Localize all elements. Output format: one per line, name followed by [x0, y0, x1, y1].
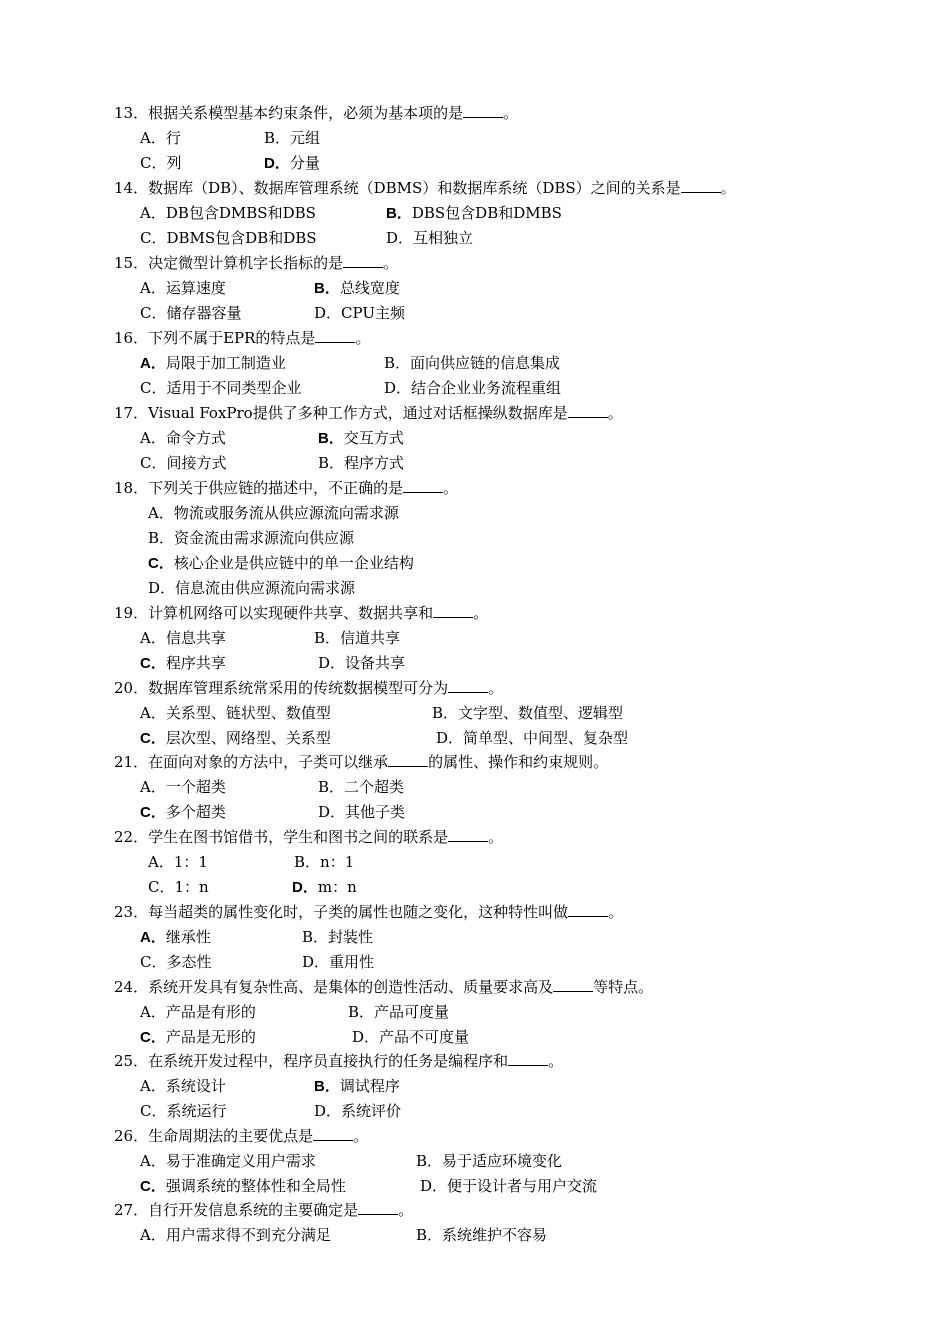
option-text: 便于设计者与用户交流 [447, 1177, 598, 1195]
option-letter: D． [148, 579, 176, 597]
option-letter: C． [140, 953, 167, 971]
question-text-tail: 。 [488, 828, 504, 846]
question-text: 16．下列不属于EPR的特点是 [114, 329, 316, 347]
option-letter: A． [140, 1226, 166, 1244]
question-text-tail: 。 [383, 254, 399, 272]
option-text: 信道共享 [340, 629, 401, 647]
option-q26-2 [140, 1176, 346, 1197]
option-text: 层次型、网络型、关系型 [165, 729, 331, 747]
question-stem-q14 [114, 178, 736, 198]
question-stem-q15 [114, 253, 398, 273]
question-stem-q27 [114, 1200, 413, 1220]
option-q22-2 [148, 877, 209, 897]
question-text-tail: 。 [488, 679, 504, 697]
option-q13-0 [140, 128, 181, 148]
option-q15-3 [314, 303, 405, 323]
option-text: 产品可度量 [374, 1003, 450, 1021]
option-q21-1 [318, 777, 404, 797]
question-text: 15．决定微型计算机字长指标的是 [114, 254, 344, 272]
option-text: 产品不可度量 [379, 1028, 470, 1046]
option-q25-0 [140, 1076, 226, 1096]
option-text: 程序共享 [165, 654, 226, 672]
question-text-tail: 。 [548, 1052, 564, 1070]
option-q22-1 [294, 852, 354, 872]
option-letter: C． [148, 878, 175, 896]
option-letter: D． [420, 1177, 448, 1195]
question-text: 17．Visual FoxPro提供了多种工作方式，通过对话框操纵数据库是 [114, 404, 568, 422]
option-letter: B． [318, 430, 344, 447]
option-letter: A． [140, 704, 166, 722]
option-q16-2 [140, 378, 302, 398]
question-text: 19．计算机网络可以实现硬件共享、数据共享和 [114, 604, 434, 622]
option-text: 强调系统的整体性和全局性 [165, 1177, 346, 1195]
question-stem-q26 [114, 1126, 368, 1146]
option-letter: A． [140, 1003, 166, 1021]
option-letter: A． [140, 929, 166, 946]
option-letter: B． [348, 1003, 375, 1021]
question-text-tail: 。 [443, 479, 459, 497]
option-letter: D． [302, 953, 330, 971]
answer-blank [388, 752, 428, 767]
option-letter: C． [140, 1102, 167, 1120]
option-letter: C． [140, 655, 166, 672]
option-text: 命令方式 [165, 429, 226, 447]
option-letter: D． [386, 229, 414, 247]
option-q18-1 [148, 528, 354, 548]
answer-blank [315, 328, 355, 343]
option-letter: C． [140, 804, 166, 821]
option-q17-1 [318, 428, 404, 449]
question-text-tail: 。 [607, 404, 623, 422]
option-letter: A． [148, 504, 174, 522]
option-letter: B． [318, 454, 345, 472]
option-text: 1：n [174, 878, 209, 896]
question-text: 27．自行开发信息系统的主要确定是 [114, 1201, 359, 1219]
option-letter: B． [148, 529, 175, 547]
option-text: 1：1 [173, 853, 208, 871]
option-text: 关系型、链状型、数值型 [165, 704, 331, 722]
option-q17-0 [140, 428, 226, 448]
option-letter: B． [318, 778, 345, 796]
option-letter: C． [140, 730, 166, 747]
option-letter: D． [318, 654, 346, 672]
option-q17-3 [318, 453, 404, 473]
option-q18-3 [148, 578, 355, 598]
option-letter: D． [318, 803, 346, 821]
option-q15-1 [314, 278, 400, 299]
option-letter: D． [292, 879, 318, 896]
option-text: 储存器容量 [166, 304, 242, 322]
question-stem-q25 [114, 1051, 563, 1071]
option-text: 其他子类 [345, 803, 406, 821]
option-letter: A． [140, 355, 166, 372]
option-text: 信息共享 [165, 629, 226, 647]
option-text: 分量 [289, 154, 320, 172]
option-letter: B． [314, 1078, 340, 1095]
question-text: 24．系统开发具有复杂性高、是集体的创造性活动、质量要求高及 [114, 978, 554, 996]
answer-blank [448, 678, 488, 693]
option-q18-0 [148, 503, 399, 523]
option-text: 调试程序 [339, 1077, 400, 1095]
question-text: 13．根据关系模型基本约束条件，必须为基本项的是 [114, 104, 464, 122]
option-q19-2 [140, 653, 226, 674]
option-letter: A． [140, 429, 166, 447]
option-q23-0 [140, 927, 211, 948]
option-letter: B． [416, 1152, 443, 1170]
question-stem-q17 [114, 403, 623, 423]
answer-blank [358, 1200, 398, 1215]
question-text: 21．在面向对象的方法中，子类可以继承 [114, 753, 389, 771]
question-text-tail: 。 [473, 604, 489, 622]
option-text: 资金流由需求源流向供应源 [174, 529, 355, 547]
question-stem-q20 [114, 678, 503, 698]
option-q25-3 [314, 1101, 401, 1121]
option-text: CPU主频 [341, 304, 405, 322]
answer-blank [681, 178, 721, 193]
question-text-tail: 等特点。 [593, 978, 654, 996]
option-text: 元组 [290, 129, 321, 147]
option-letter: B． [384, 354, 411, 372]
option-letter: A． [140, 1077, 166, 1095]
option-letter: D． [264, 155, 290, 172]
option-text: 产品是有形的 [165, 1003, 256, 1021]
answer-blank [553, 977, 593, 992]
option-letter: D． [314, 1102, 342, 1120]
question-text-tail: 。 [398, 1201, 414, 1219]
option-letter: C． [140, 1178, 166, 1195]
option-text: 系统设计 [165, 1077, 226, 1095]
option-letter: B． [416, 1226, 443, 1244]
question-stem-q16 [114, 328, 370, 348]
option-q14-3 [386, 228, 473, 248]
option-q14-1 [386, 203, 562, 224]
option-text: 用户需求得不到充分满足 [165, 1226, 331, 1244]
option-text: n：1 [320, 853, 355, 871]
option-text: 简单型、中间型、复杂型 [463, 729, 629, 747]
option-letter: A． [140, 129, 166, 147]
option-q19-1 [314, 628, 400, 648]
option-q13-3 [264, 153, 320, 174]
question-stem-q23 [114, 902, 623, 922]
option-text: 二个超类 [344, 778, 405, 796]
question-text-tail: 的属性、操作和约束规则。 [428, 753, 609, 771]
option-letter: B． [432, 704, 459, 722]
option-text: 结合企业业务流程重组 [411, 379, 562, 397]
option-letter: B． [386, 205, 412, 222]
question-text-tail: 。 [353, 1127, 369, 1145]
option-letter: A． [140, 1152, 166, 1170]
option-text: 行 [165, 129, 181, 147]
option-letter: D． [436, 729, 464, 747]
option-letter: D． [314, 304, 342, 322]
option-text: 总线宽度 [339, 279, 400, 297]
option-q20-1 [432, 703, 623, 723]
question-text: 23．每当超类的属性变化时，子类的属性也随之变化，这种特性叫做 [114, 903, 569, 921]
option-q23-1 [302, 927, 373, 947]
option-text: 局限于加工制造业 [165, 354, 286, 372]
question-text-tail: 。 [608, 903, 624, 921]
option-text: 面向供应链的信息集成 [410, 354, 561, 372]
answer-blank [433, 603, 473, 618]
option-letter: B． [314, 629, 341, 647]
option-q16-1 [384, 353, 560, 373]
answer-blank [508, 1051, 548, 1066]
question-text: 20．数据库管理系统常采用的传统数据模型可分为 [114, 679, 449, 697]
option-q24-3 [352, 1027, 469, 1047]
question-stem-q22 [114, 827, 503, 847]
option-q22-3 [292, 877, 357, 898]
option-text: 系统维护不容易 [442, 1226, 548, 1244]
question-text-tail: 。 [355, 329, 371, 347]
answer-blank [313, 1126, 353, 1141]
option-q16-0 [140, 353, 286, 374]
question-text: 22．学生在图书馆借书，学生和图书之间的联系是 [114, 828, 449, 846]
option-text: DBS包含DB和DMBS [411, 204, 562, 222]
question-text: 26．生命周期法的主要优点是 [114, 1127, 314, 1145]
question-stem-q13 [114, 103, 518, 123]
option-q14-0 [140, 203, 316, 223]
option-q23-2 [140, 952, 212, 972]
option-text: 多态性 [166, 953, 212, 971]
option-q23-3 [302, 952, 374, 972]
question-text-tail: 。 [503, 104, 519, 122]
option-text: 易于准确定义用户需求 [165, 1152, 316, 1170]
option-letter: B． [294, 853, 321, 871]
option-q16-3 [384, 378, 561, 398]
question-text: 14．数据库（DB）、数据库管理系统（DBMS）和数据库系统（DBS）之间的关系是 [114, 179, 681, 197]
answer-blank [463, 103, 503, 118]
option-q20-3 [436, 728, 628, 748]
option-q14-2 [140, 228, 317, 248]
option-text: 系统评价 [341, 1102, 402, 1120]
answer-blank [568, 902, 608, 917]
option-q24-0 [140, 1002, 256, 1022]
option-text: 物流或服务流从供应源流向需求源 [173, 504, 399, 522]
option-text: 列 [166, 154, 182, 172]
option-q19-0 [140, 628, 226, 648]
option-q24-2 [140, 1027, 256, 1048]
question-text: 18．下列关于供应链的描述中，不正确的是 [114, 479, 404, 497]
option-text: 信息流由供应源流向需求源 [175, 579, 356, 597]
option-text: 设备共享 [345, 654, 406, 672]
option-q26-0 [140, 1151, 316, 1171]
question-text: 25．在系统开发过程中，程序员直接执行的任务是编程序和 [114, 1052, 509, 1070]
option-q21-0 [140, 777, 226, 797]
option-q25-2 [140, 1101, 227, 1121]
option-q22-0 [148, 852, 208, 872]
option-letter: C． [140, 1029, 166, 1046]
option-letter: C． [140, 304, 167, 322]
option-text: DBMS包含DB和DBS [166, 229, 317, 247]
option-text: m：n [317, 878, 357, 896]
option-text: 核心企业是供应链中的单一企业结构 [173, 554, 414, 572]
option-q17-2 [140, 453, 227, 473]
option-letter: C． [148, 555, 174, 572]
option-text: 多个超类 [165, 803, 226, 821]
option-letter: C． [140, 154, 167, 172]
option-letter: A． [140, 279, 166, 297]
option-text: 适用于不同类型企业 [166, 379, 302, 397]
option-letter: C． [140, 229, 167, 247]
answer-blank [568, 403, 608, 418]
option-q20-0 [140, 703, 331, 723]
option-letter: C． [140, 454, 167, 472]
option-q21-2 [140, 802, 226, 823]
option-text: 封装性 [328, 928, 374, 946]
option-q20-2 [140, 728, 331, 749]
option-q13-1 [264, 128, 320, 148]
option-letter: B． [264, 129, 291, 147]
option-letter: A． [140, 778, 166, 796]
option-q27-1 [416, 1225, 547, 1245]
option-letter: A． [140, 204, 166, 222]
option-letter: B． [302, 928, 329, 946]
option-text: 一个超类 [165, 778, 226, 796]
option-text: 程序方式 [344, 454, 405, 472]
option-text: 易于适应环境变化 [442, 1152, 563, 1170]
option-text: 系统运行 [166, 1102, 227, 1120]
option-q25-1 [314, 1076, 400, 1097]
option-letter: B． [314, 280, 340, 297]
option-text: 运算速度 [165, 279, 226, 297]
option-text: 交互方式 [343, 429, 404, 447]
question-stem-q24 [114, 977, 653, 997]
option-q21-3 [318, 802, 405, 822]
option-q26-3 [420, 1176, 597, 1196]
option-text: 继承性 [165, 928, 211, 946]
option-text: 重用性 [329, 953, 375, 971]
option-q13-2 [140, 153, 182, 173]
question-stem-q18 [114, 478, 458, 498]
answer-blank [403, 478, 443, 493]
option-text: 文字型、数值型、逻辑型 [458, 704, 624, 722]
option-q15-2 [140, 303, 242, 323]
option-text: 互相独立 [413, 229, 474, 247]
question-stem-q19 [114, 603, 488, 623]
option-q26-1 [416, 1151, 562, 1171]
option-letter: A． [140, 629, 166, 647]
option-letter: C． [140, 379, 167, 397]
option-q15-0 [140, 278, 226, 298]
option-letter: D． [384, 379, 412, 397]
option-q24-1 [348, 1002, 449, 1022]
option-q19-3 [318, 653, 405, 673]
question-stem-q21 [114, 752, 608, 772]
option-text: 产品是无形的 [165, 1028, 256, 1046]
option-text: DB包含DMBS和DBS [165, 204, 316, 222]
answer-blank [343, 253, 383, 268]
option-text: 间接方式 [166, 454, 227, 472]
option-q27-0 [140, 1225, 331, 1245]
option-q18-2 [148, 553, 414, 574]
question-text-tail: 。 [720, 179, 736, 197]
option-letter: D． [352, 1028, 380, 1046]
option-letter: A． [148, 853, 174, 871]
answer-blank [448, 827, 488, 842]
